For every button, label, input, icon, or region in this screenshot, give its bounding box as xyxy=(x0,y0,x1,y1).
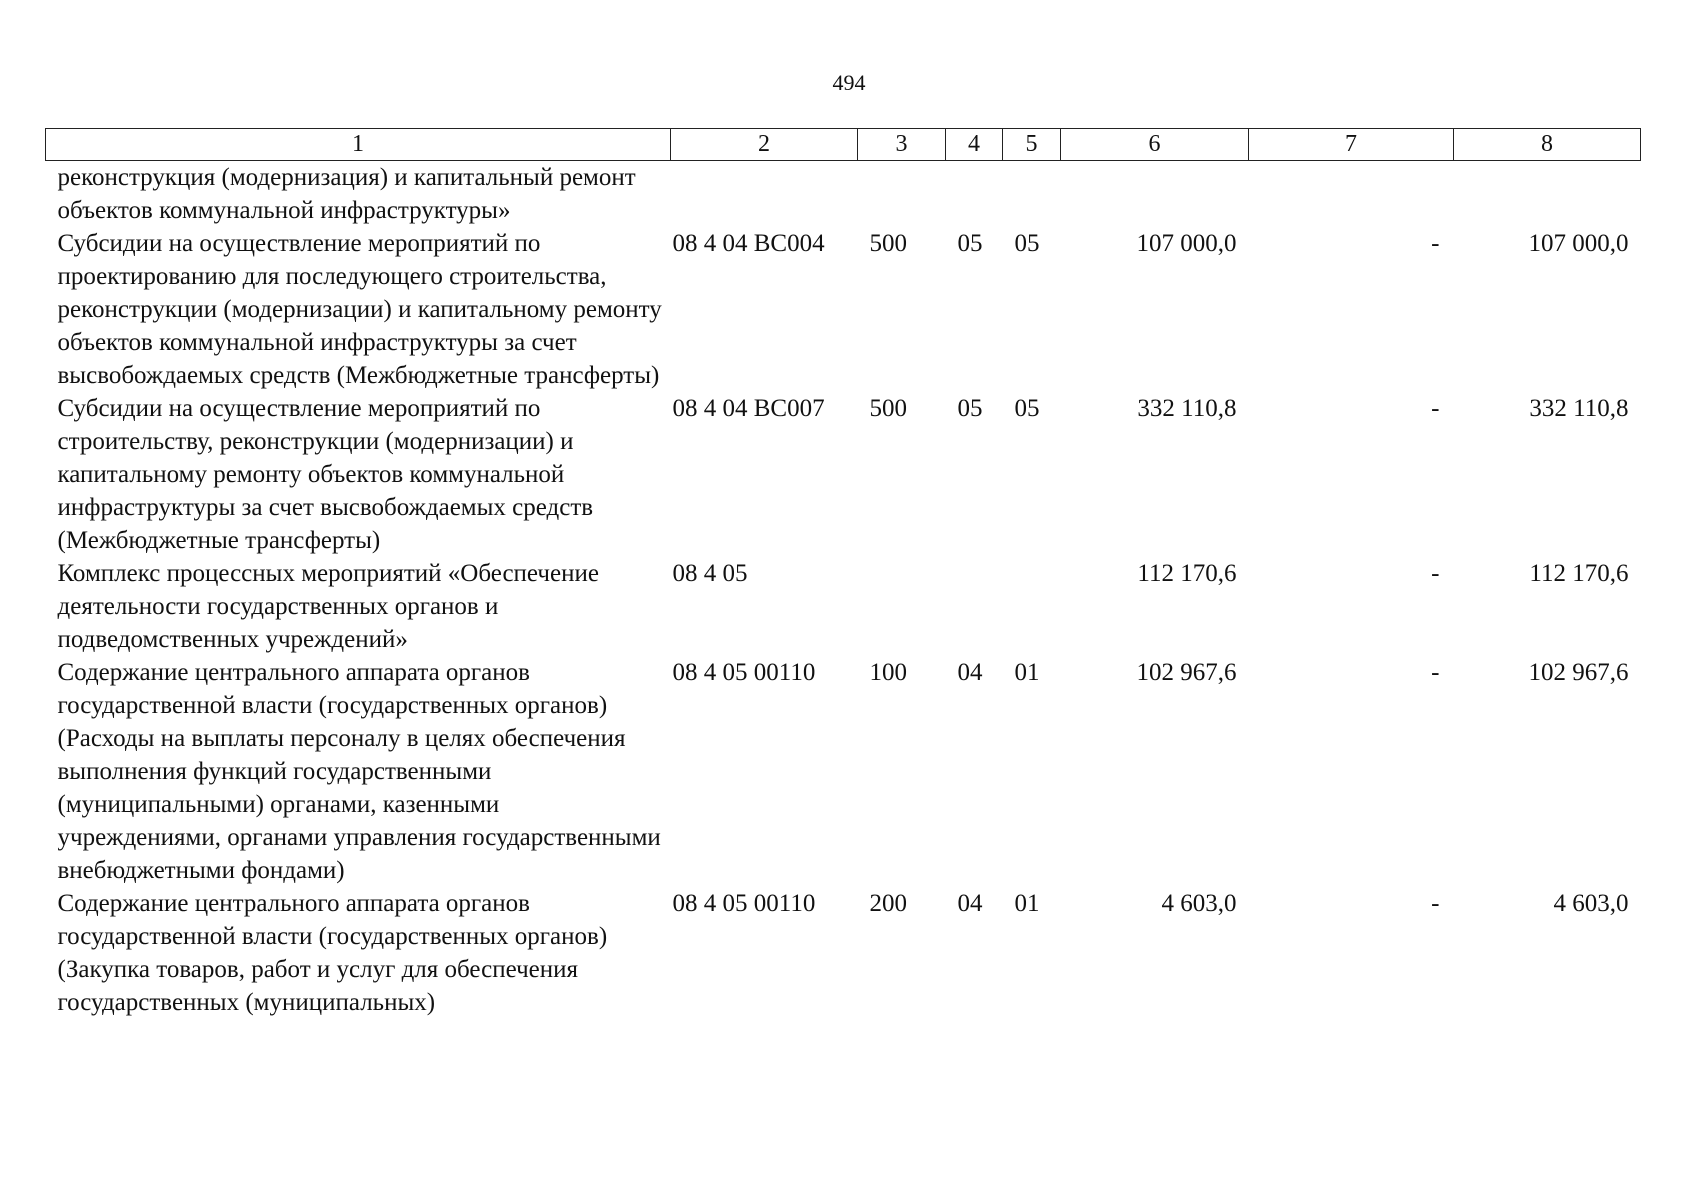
section xyxy=(946,161,1003,228)
budget-table xyxy=(45,128,1641,1019)
amount-col7: - xyxy=(1431,230,1440,257)
amount-col7 xyxy=(1249,161,1454,228)
column-header: 8 xyxy=(1454,129,1641,161)
amount-col7: - xyxy=(1431,395,1440,422)
amount-col7: - xyxy=(1431,560,1440,587)
amount-col6: 332 110,8 xyxy=(1137,395,1237,422)
page-number: 494 xyxy=(832,70,866,95)
amount-col6: 112 170,6 xyxy=(1137,560,1237,587)
amount-col8: 332 110,8 xyxy=(1529,395,1629,422)
amount-col8: 107 000,0 xyxy=(1528,230,1629,257)
expense-type: 200 xyxy=(869,890,907,917)
target-article-code xyxy=(671,161,858,228)
row-name: Содержание центрального аппарата органов государственной власти (государственных органов) (Закупка товаров, работ и услуг для обеспечения государственных (муниципальных) xyxy=(57,890,608,1016)
expense-type: 500 xyxy=(869,395,907,422)
table-row xyxy=(46,227,1641,392)
section: 05 xyxy=(957,230,983,257)
subsection: 01 xyxy=(1014,659,1040,686)
target-article-code: 08 4 05 00110 xyxy=(672,659,816,686)
table-row xyxy=(46,656,1641,887)
expense-type: 100 xyxy=(869,659,907,686)
column-header: 1 xyxy=(46,129,671,161)
row-name: Содержание центрального аппарата органов государственной власти (государственных органов) (Расходы на выплаты персоналу в целях обеспечения выполнения функций государственными (муниципальными) органами, казенными учреждениями, органами управления государственными внебюджетными фондами) xyxy=(57,659,661,884)
section: 04 xyxy=(957,659,983,686)
column-header: 5 xyxy=(1003,129,1061,161)
table-row xyxy=(46,392,1641,557)
table-row xyxy=(46,887,1641,1019)
column-header: 3 xyxy=(858,129,946,161)
row-name: Субсидии на осуществление мероприятий по строительству, реконструкции (модернизации) и капитальному ремонту объектов коммунальной инфраструктуры за счет высвобождаемых средств (Межбюджетные трансферты) xyxy=(57,395,594,554)
subsection: 05 xyxy=(1014,395,1040,422)
amount-col7: - xyxy=(1431,890,1440,917)
section: 04 xyxy=(957,890,983,917)
table-row xyxy=(46,161,1641,228)
expense-type: 500 xyxy=(869,230,907,257)
expense-type xyxy=(858,557,946,656)
row-name: Комплекс процессных мероприятий «Обеспечение деятельности государственных органов и подведомственных учреждений» xyxy=(57,560,599,653)
table-header-row xyxy=(46,129,1641,161)
target-article-code: 08 4 04 ВС007 xyxy=(672,395,825,422)
subsection xyxy=(1003,557,1061,656)
target-article-code: 08 4 05 00110 xyxy=(672,890,816,917)
table-row xyxy=(46,557,1641,656)
amount-col8: 102 967,6 xyxy=(1528,659,1629,686)
row-name: реконструкция (модернизация) и капитальный ремонт объектов коммунальной инфраструктуры» xyxy=(57,164,636,224)
column-header: 7 xyxy=(1249,129,1454,161)
column-header: 4 xyxy=(946,129,1003,161)
subsection: 01 xyxy=(1014,890,1040,917)
expense-type xyxy=(858,161,946,228)
amount-col6: 4 603,0 xyxy=(1161,890,1237,917)
section: 05 xyxy=(957,395,983,422)
column-header: 6 xyxy=(1061,129,1249,161)
target-article-code: 08 4 04 ВС004 xyxy=(672,230,825,257)
subsection: 05 xyxy=(1014,230,1040,257)
row-name: Субсидии на осуществление мероприятий по проектированию для последующего строительства, реконструкции (модернизации) и капитальному ремонту объектов коммунальной инфраструктуры за счет высвобождаемых средств (Межбюджетные трансферты) xyxy=(57,230,662,389)
amount-col8: 4 603,0 xyxy=(1553,890,1629,917)
amount-col6: 102 967,6 xyxy=(1136,659,1237,686)
column-header: 2 xyxy=(671,129,858,161)
target-article-code: 08 4 05 xyxy=(672,560,748,587)
amount-col8 xyxy=(1454,161,1641,228)
amount-col7: - xyxy=(1431,659,1440,686)
section xyxy=(946,557,1003,656)
amount-col6: 107 000,0 xyxy=(1136,230,1237,257)
subsection xyxy=(1003,161,1061,228)
amount-col6 xyxy=(1061,161,1249,228)
amount-col8: 112 170,6 xyxy=(1529,560,1629,587)
